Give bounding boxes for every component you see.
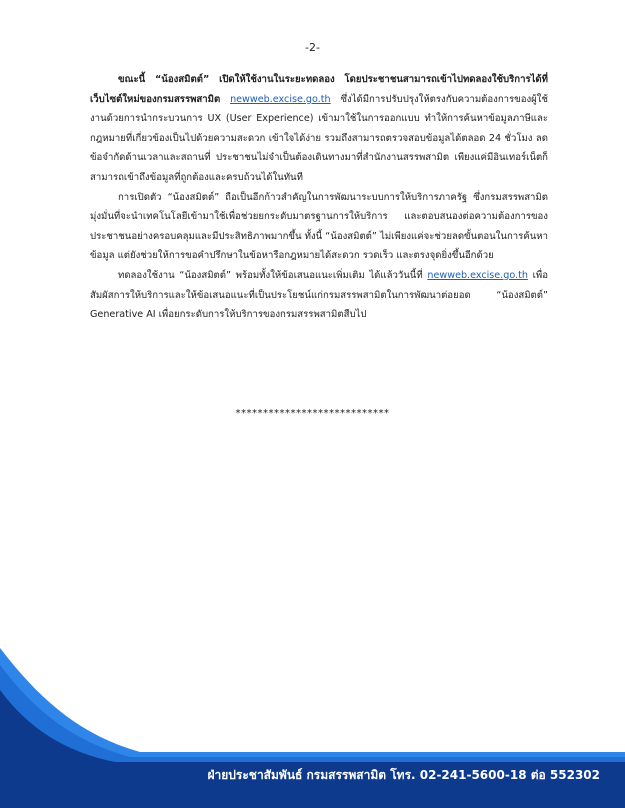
paragraph-3-before: ทดลองใช้งาน “น้องสมิตต์” พร้อมทั้งให้ข้อเสนอแนะเพิ่มเติม ได้แล้ววันนี้ที่ <box>118 269 428 281</box>
paragraph-2: การเปิดตัว “น้องสมิตต์” ถือเป็นอีกก้าวสำคัญในการพัฒนาระบบการให้บริการภาครัฐ ซึ่งกรมสรรพสามิตมุ่งมั่นที่จะนำเทคโนโลยีเข้ามาใช้เพื่อช่วยยกระดับมาตรฐานการให้บริการ และตอบสนองต่อความต้องการของประชาชนอย่างครอบคลุมและมีประสิทธิภาพมากขึ้น ทั้งนี้ “น้องสมิตต์” ไม่เพียงแค่จะช่วยลดขั้นตอนในการค้นหาข้อมูล แต่ยังช่วยให้การขอคำปรึกษาในข้อหารือกฎหมายได้สะดวก รวดเร็ว และตรงจุดยิ่งขึ้นอีกด้วย <box>90 191 548 262</box>
separator: **************************** <box>235 408 390 419</box>
page-number: -2- <box>305 41 320 54</box>
website-link-2[interactable]: newweb.excise.go.th <box>427 269 528 281</box>
paragraph-1-body: ซึ่งได้มีการปรับปรุงให้ตรงกับความต้องการของผู้ใช้งานด้วยการนำกระบวนการ UX (User Experience) เข้ามาใช้ในการออกแบบ ทำให้การค้นหาข้อมูลภาษีและกฎหมายที่เกี่ยวข้องเป็นไปด้วยความสะดวก เข้าใจได้ง่าย รวมถึงสามารถตรวจสอบข้อมูลได้ตลอด 24 ชั่วโมง ลดข้อจำกัดด้านเวลาและสถานที่ ประชาชนไม่จำเป็นต้องเดินทางมาที่สำนักงานสรรพสามิต เพียงแค่มีอินเทอร์เน็ตก็สามารถเข้าถึงข้อมูลที่ถูกต้องและครบถ้วนได้ในทันที <box>90 93 548 183</box>
footer-contact: ฝ่ายประชาสัมพันธ์ กรมสรรพสามิต โทร. 02-241-5600-18 ต่อ 552302 <box>207 768 600 782</box>
paragraph-3-after: เพื่อสัมผัสการให้บริการและให้ข้อเสนอแนะที่เป็นประโยชน์แก่กรมสรรพสามิตในการพัฒนาต่อยอด “น้องสมิตต์” Generative AI เพื่อยกระดับการให้บริการของกรมสรรพสามิตสืบไป <box>90 269 548 321</box>
website-link[interactable]: newweb.excise.go.th <box>230 93 331 105</box>
paragraph-1-lead: ขณะนี้ “น้องสมิตต์” เปิดให้ใช้งานในระยะทดลอง โดยประชาชนสามารถเข้าไปทดลองใช้บริการได้ที่เว็บไซต์ใหม่ของกรมสรรพสามิต <box>90 74 548 105</box>
